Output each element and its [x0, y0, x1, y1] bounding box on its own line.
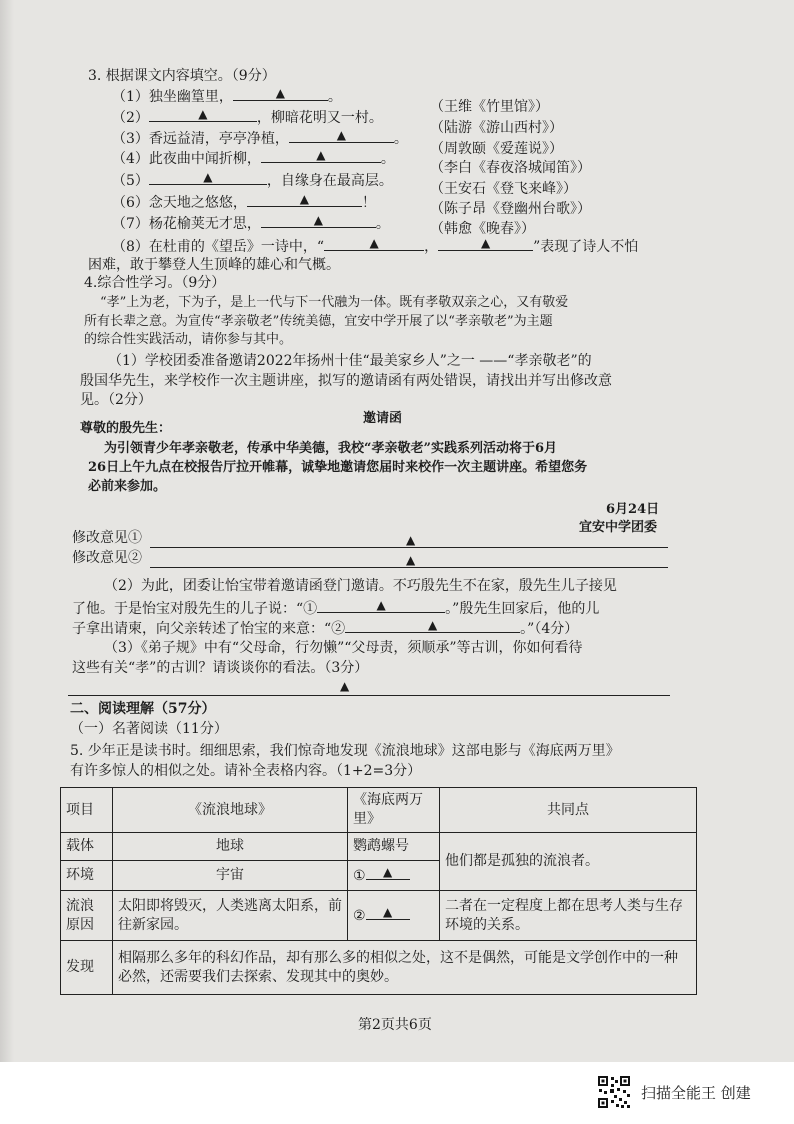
answer-marker-icon: ▲	[376, 598, 386, 612]
fix-label-2: 修改意见②	[72, 550, 142, 566]
q4-part2-line2-b: 。”殷先生回家后，他的儿	[445, 601, 600, 617]
table-row	[61, 833, 697, 861]
fix-label-1: 修改意见①	[72, 530, 142, 546]
q5-line-2: 有许多惊人的相似之处。请补全表格内容。（1+2=3分）	[70, 763, 422, 779]
q3-blank-3[interactable]	[289, 128, 394, 143]
row-label-discovery: 发现	[61, 941, 113, 995]
header-item: 项目	[61, 788, 113, 833]
q3-blank-6[interactable]	[247, 192, 362, 207]
fix-answer-line-2[interactable]	[150, 567, 668, 568]
answer-index-2: ②	[353, 908, 366, 924]
answer-marker-icon: ▲	[428, 618, 438, 632]
q3-row-7-post: 。	[375, 216, 390, 232]
opinion-answer-line[interactable]	[68, 695, 670, 696]
letter-title: 邀请函	[363, 411, 403, 426]
q4-part3-line2: 这些有关“孝”的古训？请谈谈你的看法。（3分）	[72, 660, 369, 676]
table-blank-1[interactable]	[366, 865, 410, 880]
q3-heading: 3. 根据课文内容填空。（9分）	[88, 68, 276, 84]
answer-marker-icon: ▲	[275, 86, 286, 100]
q3-row-3-post: 。	[393, 131, 408, 147]
cell-nautilus: 鹦鹉螺号	[348, 833, 440, 861]
q4-part3-line1: （3）《弟子规》中有“父母命，行勿懒”“父母责，须顺承”等古训，你如何看待	[104, 640, 583, 656]
q3-row-1-post: 。	[327, 89, 342, 105]
q3-blank-2[interactable]	[149, 107, 257, 122]
q3-row-6	[112, 192, 376, 212]
q3-row-1-pre: （1）独坐幽篁里，	[112, 89, 233, 105]
row-label-carrier: 载体	[61, 833, 113, 861]
q3-source-7: （韩愈《晚春》）	[430, 221, 535, 237]
letter-body-1: 为引领青少年孝亲敬老，传承中华美德，我校“孝亲敬老”实践系列活动将于6月	[104, 441, 558, 456]
answer-marker-icon: ▲	[382, 905, 393, 919]
answer-marker-icon: ▲	[406, 533, 416, 547]
subsection-heading: （一）名著阅读（11分）	[70, 721, 228, 737]
q3-blank-1[interactable]	[233, 86, 328, 101]
answer-marker-icon: ▲	[316, 148, 326, 162]
q3-row-5-pre: （5）	[112, 173, 149, 189]
q3-row-5-post: ，自缘身在最高层。	[266, 173, 393, 189]
q5-line-1: 5. 少年正是读书时。细细思索，我们惊奇地发现《流浪地球》这部电影与《海底两万里》	[70, 743, 620, 759]
letter-body-3: 必前来参加。	[88, 479, 167, 494]
q3-blank-8a[interactable]	[324, 236, 424, 251]
header-twenty-thousand-leagues: 《海底两万里》	[348, 788, 440, 833]
qr-code-icon	[597, 1075, 631, 1109]
q3-row-2-post: ，柳暗花明又一村。	[256, 110, 383, 126]
q4-part2-line3	[72, 618, 578, 638]
q3-blank-8b[interactable]	[438, 236, 533, 251]
letter-body-2: 26日上午九点在校报告厅拉开帷幕，诚挚地邀请您届时来校作一次主题讲座。希望您务	[88, 460, 588, 475]
fix-answer-line-1[interactable]	[150, 547, 668, 548]
q4-intro-1: “孝”上为老，下为子，是上一代与下一代融为一体。既有孝敬双亲之心，又有敬爱	[100, 295, 569, 310]
cell-universe: 宇宙	[113, 861, 348, 891]
table-header-row	[61, 788, 697, 833]
row-label-reason: 流浪原因	[61, 891, 113, 941]
answer-marker-icon: ▲	[382, 865, 393, 879]
q4-part2-line3-a: 子拿出请柬，向父亲转述了怡宝的来意：“②	[72, 621, 346, 637]
answer-marker-icon: ▲	[313, 213, 324, 227]
answer-marker-icon: ▲	[340, 679, 350, 693]
q4-heading: 4.综合性学习。（9分）	[84, 275, 226, 291]
q3-row-3-pre: （3）香远益清，亭亭净植，	[112, 131, 289, 147]
q4-part1-line1: （1）学校团委准备邀请2022年扬州十佳“最美家乡人”之一 ——“孝亲敬老”的	[108, 353, 592, 369]
answer-marker-icon: ▲	[406, 553, 416, 567]
table-blank-2[interactable]	[366, 905, 410, 920]
letter-date: 6月24日	[606, 502, 660, 517]
q3-row-8-c: ”表现了诗人不怕	[533, 239, 639, 255]
q3-source-6: （陈子昂《登幽州台歌》）	[430, 201, 591, 217]
q4-part2-line1: （2）为此，团委让怡宝带着邀请函登门邀请。不巧殷先生不在家，殷先生儿子接见	[104, 578, 617, 594]
q4-part1-line2: 殷国华先生，来学校作一次主题讲座，拟写的邀请函有两处错误，请找出并写出修改意	[80, 373, 612, 389]
table-row	[61, 941, 697, 995]
q3-source-2: （陆游《游山西村》）	[430, 120, 563, 136]
q3-row-3	[112, 128, 408, 148]
q4-intro-2: 所有长辈之意。为宣传“孝亲敬老”传统美德，宜安中学开展了以“孝亲敬老”为主题	[84, 314, 553, 329]
q3-row-6-post: ！	[361, 195, 376, 211]
q4-part1-line3: 见。（2分）	[80, 392, 152, 408]
letter-signature: 宜安中学团委	[579, 520, 658, 535]
cell-reason-earth: 太阳即将毁灭，人类逃离太阳系，前往新家园。	[113, 891, 348, 941]
q3-row-2	[112, 107, 383, 127]
page-edge-shadow	[0, 0, 14, 1062]
answer-index-1: ①	[353, 868, 366, 884]
q3-row-8	[112, 236, 638, 256]
header-wandering-earth: 《流浪地球》	[113, 788, 348, 833]
q3-row-8-b: ，	[424, 239, 439, 255]
cell-common-lonely: 他们都是孤独的流浪者。	[440, 833, 697, 891]
q3-row-8-a: （8）在杜甫的《望岳》一诗中，“	[112, 239, 325, 255]
cell-answer-1[interactable]	[348, 861, 440, 891]
comparison-table	[60, 787, 697, 995]
table-row	[61, 891, 697, 941]
quote-blank-2[interactable]	[345, 618, 520, 633]
answer-marker-icon: ▲	[480, 236, 491, 250]
answer-marker-icon: ▲	[369, 236, 379, 250]
q3-row-2-pre: （2）	[112, 110, 149, 126]
q3-row-7-pre: （7）杨花榆荚无才思，	[112, 216, 261, 232]
header-common: 共同点	[440, 788, 697, 833]
answer-marker-icon: ▲	[203, 170, 213, 184]
q3-row-8-cont: 困难，敢于攀登人生顶峰的雄心和气概。	[88, 257, 340, 273]
q3-blank-4[interactable]	[261, 148, 381, 163]
cell-earth: 地球	[113, 833, 348, 861]
q3-row-4-post: 。	[380, 151, 395, 167]
answer-marker-icon: ▲	[336, 128, 347, 142]
scanner-watermark: 扫描全能王 创建	[641, 1084, 751, 1102]
q3-row-1	[112, 86, 342, 106]
q3-source-1: （王维《竹里馆》）	[430, 99, 549, 115]
q3-row-5	[112, 170, 393, 190]
q3-source-5: （王安石《登飞来峰》）	[430, 181, 577, 197]
q4-part2-line2	[72, 598, 599, 618]
page-number: 第2页共6页	[358, 1017, 432, 1033]
q3-row-4	[112, 148, 395, 168]
row-label-environment: 环境	[61, 861, 113, 891]
cell-answer-2[interactable]	[348, 891, 440, 941]
q3-blank-5[interactable]	[149, 170, 267, 185]
quote-blank-1[interactable]	[317, 598, 445, 613]
q3-row-4-pre: （4）此夜曲中闻折柳，	[112, 151, 261, 167]
q3-source-4: （李白《春夜洛城闻笛》）	[430, 160, 591, 176]
q4-part2-line2-a: 了他。于是怡宝对殷先生的儿子说：“①	[72, 601, 318, 617]
answer-marker-icon: ▲	[198, 107, 208, 121]
answer-marker-icon: ▲	[299, 192, 310, 206]
letter-salutation: 尊敬的殷先生：	[80, 421, 172, 436]
q3-row-6-pre: （6）念天地之悠悠，	[112, 195, 247, 211]
q3-row-7	[112, 213, 390, 233]
q3-source-3: （周敦颐《爱莲说》）	[430, 141, 563, 157]
cell-discovery-text: 相隔那么多年的科幻作品，却有那么多的相似之处，这不是偶然，可能是文学创作中的一种必然，还需要我们去探索、发现其中的奥妙。	[113, 941, 697, 995]
q4-part2-line3-b: 。”（4分）	[520, 621, 579, 637]
q4-intro-3: 的综合性实践活动，请你参与其中。	[84, 332, 293, 347]
cell-common-relationship: 二者在一定程度上都在思考人类与生存环境的关系。	[440, 891, 697, 941]
q3-blank-7[interactable]	[261, 213, 376, 228]
section-2-heading: 二、阅读理解（57分）	[70, 701, 216, 717]
